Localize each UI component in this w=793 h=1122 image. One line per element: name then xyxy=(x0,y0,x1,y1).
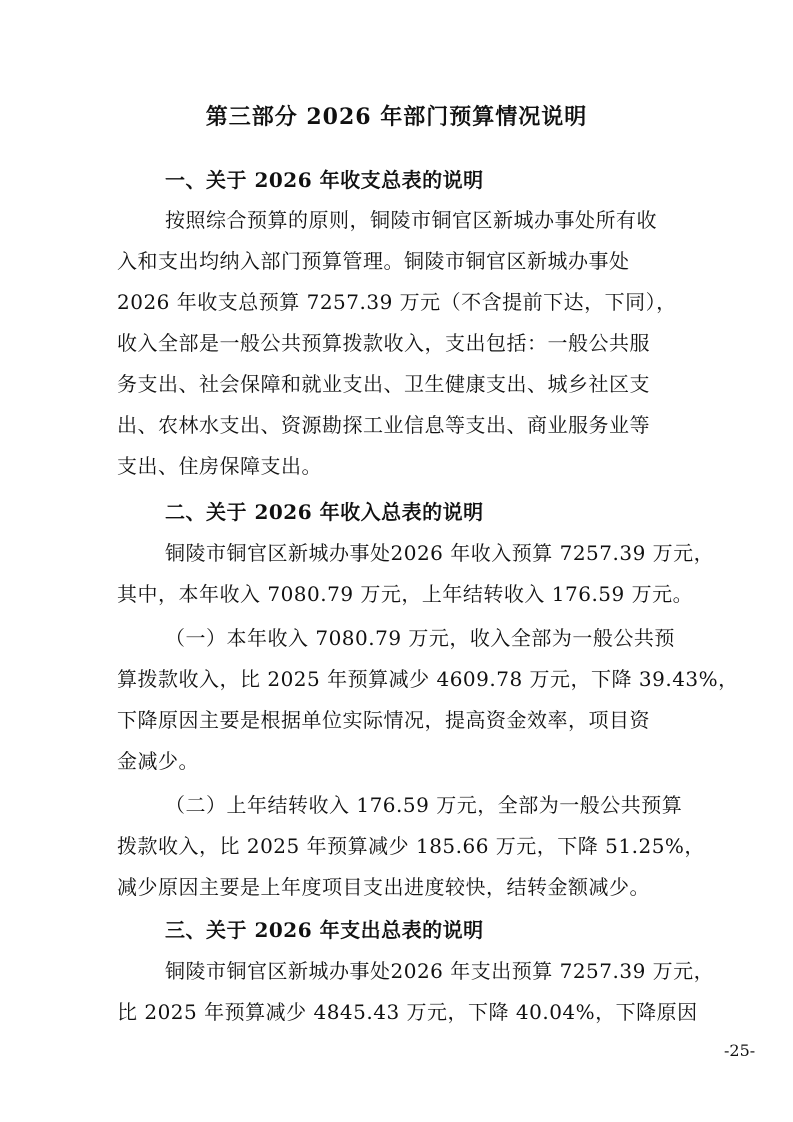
paragraph-line: 其中，本年收入 7080.79 万元，上年结转收入 176.59 万元。 xyxy=(117,582,694,606)
paragraph-line: 收入全部是一般公共预算拨款收入，支出包括：一般公共服 xyxy=(117,331,650,355)
paragraph-line: 2026 年收支总预算 7257.39 万元（不含提前下达，下同）， xyxy=(117,290,677,314)
paragraph-line: 支出、住房保障支出。 xyxy=(117,454,322,478)
paragraph-line: （一）本年收入 7080.79 万元，收入全部为一般公共预 xyxy=(165,626,675,650)
paragraph-line: 铜陵市铜官区新城办事处2026 年收入预算 7257.39 万元， xyxy=(165,541,715,565)
paragraph-line: 铜陵市铜官区新城办事处2026 年支出预算 7257.39 万元， xyxy=(165,959,715,983)
page-title: 第三部分 2026 年部门预算情况说明 xyxy=(205,104,588,130)
paragraph-line: 拨款收入，比 2025 年预算减少 185.66 万元，下降 51.25%， xyxy=(117,834,705,858)
paragraph-line: （二）上年结转收入 176.59 万元，全部为一般公共预算 xyxy=(165,793,683,817)
paragraph-line: 出、农林水支出、资源勘探工业信息等支出、商业服务业等 xyxy=(117,413,650,437)
section-heading-1: 一、关于 2026 年收支总表的说明 xyxy=(165,168,484,192)
paragraph-line: 下降原因主要是根据单位实际情况，提高资金效率，项目资 xyxy=(117,708,650,732)
page-number: -25- xyxy=(724,1041,756,1060)
paragraph-line: 金减少。 xyxy=(117,749,199,773)
paragraph-line: 减少原因主要是上年度项目支出进度较快，结转金额减少。 xyxy=(117,875,650,899)
section-heading-3: 三、关于 2026 年支出总表的说明 xyxy=(165,918,484,942)
paragraph-line: 按照综合预算的原则，铜陵市铜官区新城办事处所有收 xyxy=(165,208,657,232)
section-heading-2: 二、关于 2026 年收入总表的说明 xyxy=(165,500,484,524)
paragraph-line: 入和支出均纳入部门预算管理。铜陵市铜官区新城办事处 xyxy=(117,249,630,273)
paragraph-line: 比 2025 年预算减少 4845.43 万元，下降 40.04%，下降原因 xyxy=(117,1000,698,1024)
paragraph-line: 务支出、社会保障和就业支出、卫生健康支出、城乡社区支 xyxy=(117,372,650,396)
paragraph-line: 算拨款收入，比 2025 年预算减少 4609.78 万元，下降 39.43%， xyxy=(117,667,739,691)
